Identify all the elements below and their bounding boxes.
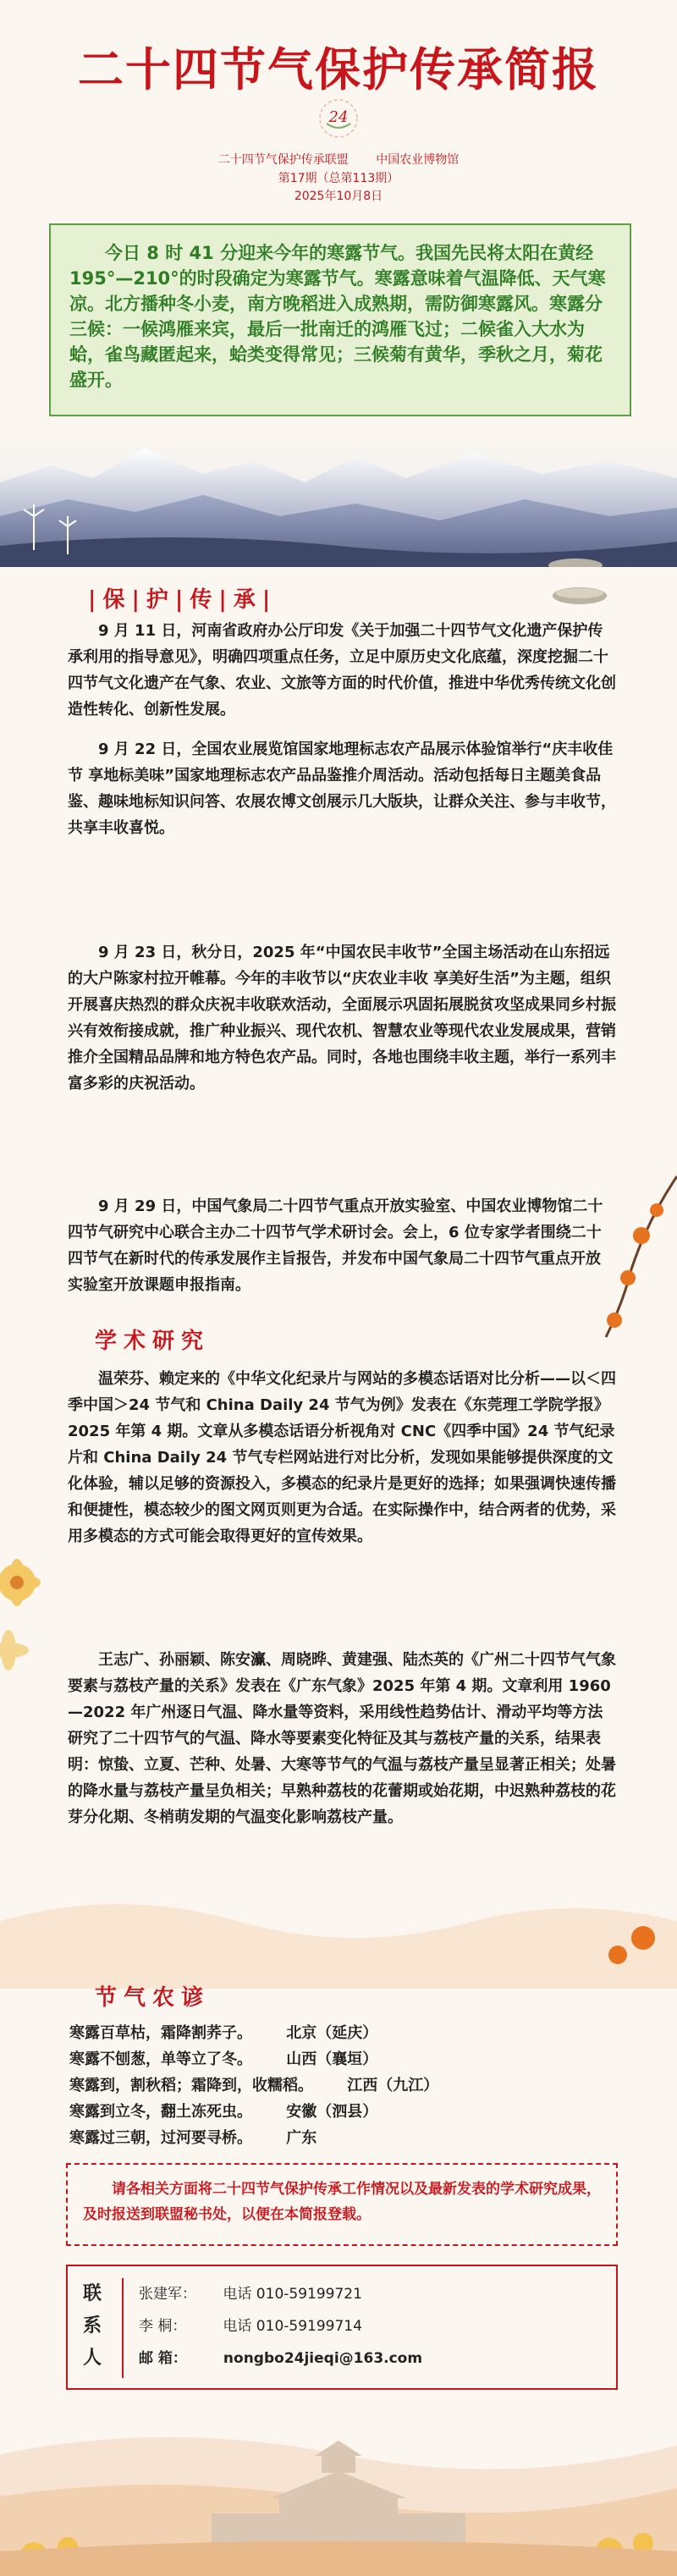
issue-number: 第17期（总第113期） bbox=[278, 172, 399, 185]
email-address[interactable]: nongbo24jieqi@163.com bbox=[223, 2350, 423, 2367]
svg-text:24: 24 bbox=[328, 108, 349, 126]
proverb-item bbox=[69, 2100, 377, 2122]
jieqi-24-logo bbox=[315, 95, 362, 142]
protection-paragraph-2: 9 月 22 日，全国农业展览馆国家地理标志农产品展示体验馆举行“庆丰收佳节 享地标美味”国家地理标志农产品品鉴推介周活动。活动包括每日主题美食品鉴、趣味地标知识问答、农展农博文创展示几大版块，让群众关注、参与丰收节，共享丰收喜悦。 bbox=[68, 740, 616, 837]
intro-text: 今日 8 时 41 分迎来今年的寒露节气。我国先民将太阳在黄经 195°—210°的时段确定为寒露节气。寒露意味着气温降低、天气寒凉。北方播种冬小麦，南方晚稻进入成熟期，需防御寒露风。寒露分三候：一候鸿雁来宾，最后一批南迁的鸿雁飞过；二候雀入大水为蛤，雀鸟藏匿起来，蛤类变得常见；三候菊有黄华，季秋之月，菊花盛开。 bbox=[69, 243, 606, 390]
contact-box bbox=[66, 2265, 618, 2390]
contact-row bbox=[139, 2314, 362, 2335]
research-paragraph-1: 温荣芬、赖定来的《中华文化纪录片与网站的多模态话语对比分析——以＜四季中国＞24 节气和 China Daily 24 节气为例》发表在《东莞理工学院学报》2025 年第 4 期。文章从多模态话语分析视角对 CNC《四季中国》24 节气纪录片和 China Daily 24 节气专栏网站进行对比分析，发现如果能够提供深度的文化体验，辅以足够的资源投入，多模态的纪录片是更好的选择；如果强调快速传播和便捷性，模态较少的图文网页则更为合适。在实际操作中，结合两者的优势，采用多模态的方式可能会取得更好的宣传效果。 bbox=[68, 1370, 616, 1545]
proverb-text: 寒露到，割秋稻；霜降到，收糯稻。 bbox=[69, 2077, 313, 2094]
proverb-place: 江西（九江） bbox=[347, 2077, 439, 2094]
proverb-text: 寒露不刨葱，单等立了冬。 bbox=[69, 2050, 252, 2068]
protection-paragraph-4: 9 月 29 日，中国气象局二十四节气重点开放实验室、中国农业博物馆二十四节气研究中心联合主办二十四节气学术研讨会。会上，6 位专家学者围绕二十四节气在新时代的传承发展作主旨报告，并发布中国气象局二十四节气重点开放实验室开放课题申报指南。 bbox=[68, 1197, 603, 1294]
stone-decoration-icon bbox=[550, 584, 609, 606]
proverb-place: 安徽（泗县） bbox=[286, 2103, 378, 2121]
bulletin-title: 二十四节气保护传承简报 bbox=[78, 42, 599, 96]
proverb-place: 广东 bbox=[286, 2129, 317, 2147]
issue-date: 2025年10月8日 bbox=[294, 190, 383, 203]
section-title-proverbs: 节气农谚 bbox=[95, 1985, 211, 2011]
contact-label: 联系人 bbox=[82, 2283, 102, 2369]
proverb-item bbox=[69, 2126, 316, 2148]
submission-notice: 请各相关方面将二十四节气保护传承工作情况以及最新发表的学术研究成果，及时报送到联盟秘书处，以便在本简报登载。 bbox=[66, 2163, 618, 2246]
contact-row-email bbox=[139, 2346, 422, 2367]
organizer-museum: 中国农业博物馆 bbox=[376, 153, 460, 167]
contact-row bbox=[139, 2282, 362, 2303]
autumn-hills-decoration bbox=[0, 1887, 677, 1989]
organizers bbox=[0, 151, 677, 168]
proverb-text: 寒露百草枯，霜降割荞子。 bbox=[69, 2024, 252, 2042]
proverb-item bbox=[69, 2047, 377, 2069]
email-label: 邮 箱： bbox=[139, 2350, 187, 2367]
contact-phone: 电话 010-59199714 bbox=[223, 2318, 362, 2335]
research-paragraph-2: 王志广、孙丽颖、陈安灜、周晓晔、黄建强、陆杰英的《广州二十四节气气象要素与荔枝产量的关系》发表在《广东气象》2025 年第 4 期。文章利用 1960—2022 年广州逐日气温、降水量等资料，采用线性趋势估计、滑动平均等方法研究了二十四节气的气温、降水等要素变化特征及其与荔枝产量的关系，结果表明：惊蛰、立夏、芒种、处暑、大寒等节气的气温与荔枝产量呈显著正相关；处暑的降水量与荔枝产量呈负相关；早熟种荔枝的花蕾期或始花期，中迟熟种荔枝的花芽分化期、冬梢萌发期的气温变化影响荔枝产量。 bbox=[68, 1651, 616, 1826]
proverb-item bbox=[69, 2073, 438, 2095]
proverb-place: 山西（襄垣） bbox=[286, 2050, 378, 2068]
section-title-protection: |保|护|传|承| bbox=[88, 587, 278, 613]
contact-name: 张建军： bbox=[139, 2286, 196, 2303]
proverb-place: 北京（延庆） bbox=[286, 2024, 378, 2042]
contact-name: 李 桐： bbox=[139, 2318, 187, 2335]
protection-paragraph-1: 9 月 11 日，河南省政府办公厅印发《关于加强二十四节气文化遗产保护传承利用的指导意见》，明确四项重点任务，立足中原历史文化底蕴，深度挖掘二十四节气文化遗产在气象、农业、文旅等方面的时代价值，推进中华优秀传统文化创造性转化、创新性发展。 bbox=[68, 622, 616, 718]
protection-paragraph-3: 9 月 23 日，秋分日，2025 年“中国农民丰收节”全国主场活动在山东招远的大户陈家村拉开帷幕。今年的丰收节以“庆农业丰收 享美好生活”为主题，组织开展喜庆热烈的群众庆祝丰收联欢活动，全面展示巩固拓展脱贫攻坚成果同乡村振兴有效衔接成就，推广种业振兴、现代农机、智慧农业等现代农业发展成果，营销推介全国精品品牌和地方特色农产品。同时，各地也围绕丰收主题，举行一系列丰富多彩的庆祝活动。 bbox=[68, 944, 616, 1093]
proverb-item bbox=[69, 2021, 377, 2043]
chrysanthemum-icon bbox=[0, 1532, 61, 1684]
contact-divider bbox=[122, 2278, 124, 2378]
contact-phone: 电话 010-59199721 bbox=[223, 2286, 362, 2303]
section-title-research: 学术研究 bbox=[95, 1329, 211, 1354]
organizer-alliance: 二十四节气保护传承联盟 bbox=[217, 153, 349, 167]
proverb-text: 寒露过三朝，过河要寻桥。 bbox=[69, 2129, 252, 2147]
museum-building-illustration bbox=[0, 2403, 677, 2576]
snowy-mountain-banner bbox=[0, 432, 677, 567]
persimmon-branch-icon bbox=[597, 1168, 677, 1354]
proverb-text: 寒露到立冬，翻土冻死虫。 bbox=[69, 2103, 252, 2121]
intro-box bbox=[49, 223, 631, 416]
